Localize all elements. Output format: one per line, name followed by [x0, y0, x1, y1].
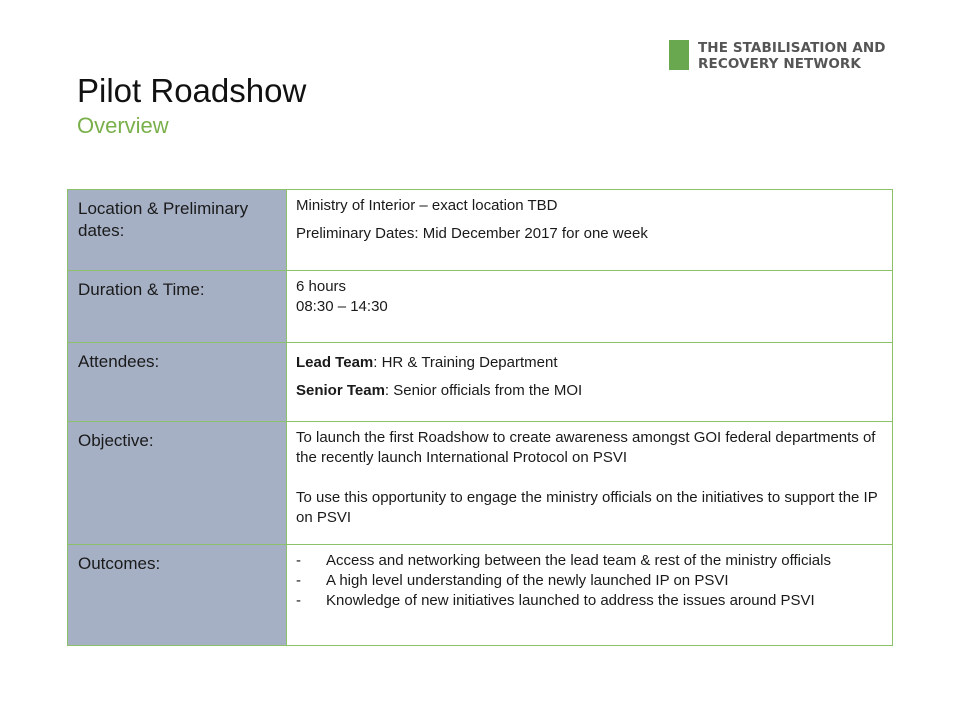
logo-line-2: RECOVERY NETWORK — [698, 56, 861, 72]
attendee-description: : Senior officials from the MOI — [384, 382, 583, 399]
dash-bullet-icon: - — [296, 572, 301, 589]
logo-mark-icon — [669, 40, 689, 70]
row-value — [287, 190, 893, 271]
dash-bullet-icon: - — [296, 552, 301, 569]
row-value — [287, 422, 893, 545]
location-text: Ministry of Interior – exact location TBD — [296, 197, 558, 214]
outcomes-list — [296, 551, 883, 611]
logo-line-1: THE STABILISATION AND — [698, 40, 886, 56]
overview-table — [67, 189, 893, 646]
table-row-attendees — [68, 343, 893, 422]
list-item — [296, 551, 883, 571]
table-row-location — [68, 190, 893, 271]
preliminary-dates-text: Preliminary Dates: Mid December 2017 for one week — [296, 225, 648, 242]
attendee-team-name: Senior Team — [296, 382, 385, 399]
duration-text: 6 hours — [296, 278, 347, 295]
table-row-outcomes — [68, 545, 893, 646]
row-value — [287, 343, 893, 422]
list-item — [296, 591, 883, 611]
row-label: Objective: — [68, 422, 287, 545]
attendee-team-name: Lead Team — [296, 354, 374, 371]
outcome-text: Access and networking between the lead team & rest of the ministry officials — [326, 552, 831, 569]
objective-paragraph: To launch the first Roadshow to create awareness amongst GOI federal departments of the recently launch International Protocol on PSVI — [296, 429, 876, 466]
outcome-text: Knowledge of new initiatives launched to address the issues around PSVI — [326, 592, 815, 609]
attendee-item — [296, 353, 883, 373]
attendee-description: : HR & Training Department — [373, 354, 558, 371]
time-text: 08:30 – 14:30 — [296, 298, 388, 315]
dash-bullet-icon: - — [296, 592, 301, 609]
logo-text — [698, 40, 886, 72]
outcome-text: A high level understanding of the newly launched IP on PSVI — [326, 572, 729, 589]
list-item — [296, 571, 883, 591]
row-label: Location & Preliminary dates: — [68, 190, 287, 271]
row-label: Outcomes: — [68, 545, 287, 646]
row-label: Attendees: — [68, 343, 287, 422]
table-row-duration — [68, 271, 893, 343]
row-label: Duration & Time: — [68, 271, 287, 343]
objective-paragraph: To use this opportunity to engage the ministry officials on the initiatives to support the IP on PSVI — [296, 489, 878, 526]
row-value — [287, 545, 893, 646]
attendee-item — [296, 381, 883, 401]
network-logo — [669, 40, 886, 72]
slide-title: Pilot Roadshow — [77, 72, 307, 109]
slide-subtitle: Overview — [77, 113, 169, 138]
table-row-objective — [68, 422, 893, 545]
row-value — [287, 271, 893, 343]
